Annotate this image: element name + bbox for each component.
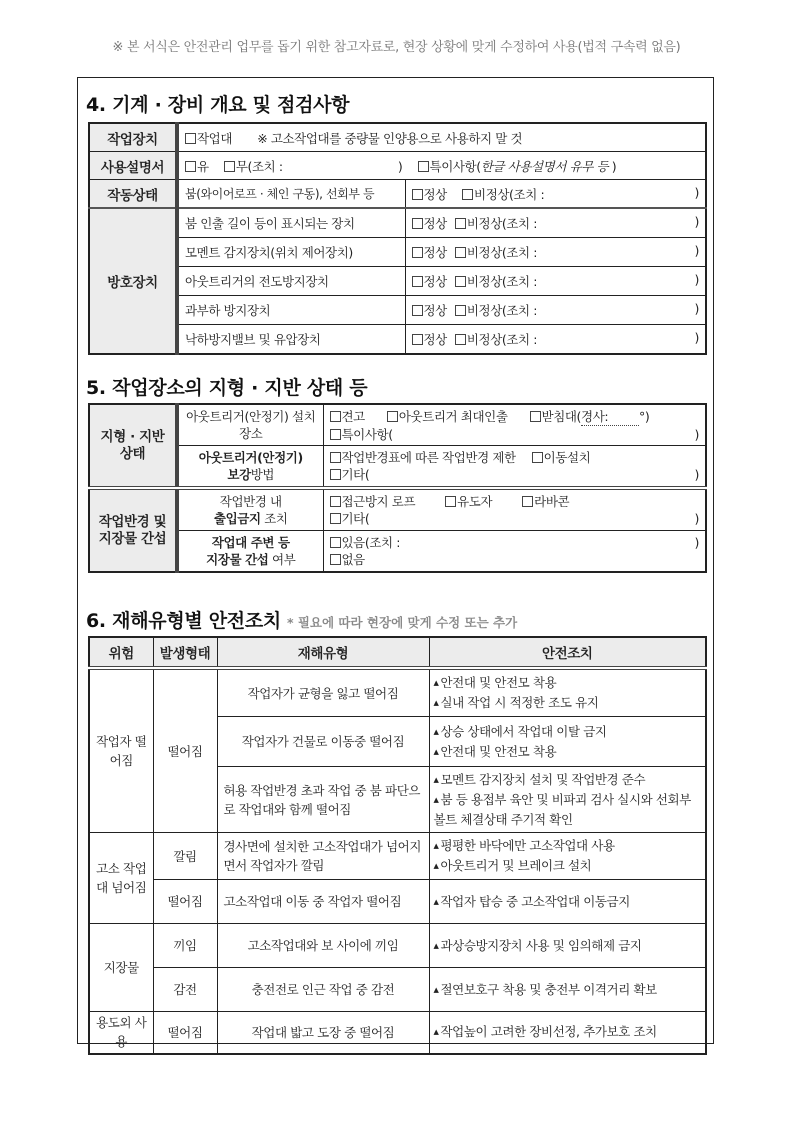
checkbox-normal[interactable] [412, 305, 423, 316]
checkbox-normal[interactable] [412, 334, 423, 345]
max-extend-label: 아웃트리거 최대인출 [398, 408, 508, 424]
checkbox-normal[interactable] [412, 276, 423, 287]
paren-close: ) [694, 511, 699, 526]
abnormal-label: 비정상(조치 : [466, 274, 538, 289]
disclaimer-text: ※ 본 서식은 안전관리 업무를 돕기 위한 참고자료로, 현장 상황에 맞게 수정하여 사용(법적 구속력 없음) [112, 40, 681, 55]
radius-limit-label: 작업반경표에 따른 작업반경 제한 [341, 450, 516, 465]
section6-title [86, 606, 517, 633]
form-cell: 깔림 [153, 833, 217, 880]
action-cell [429, 767, 706, 833]
form-cell: 떨어짐 [153, 668, 217, 833]
form-cell: 감전 [153, 968, 217, 1012]
action-item [434, 673, 702, 693]
action-text: 실내 작업 시 적정한 조도 유지 [440, 695, 599, 710]
support-label: 받침대( [541, 408, 582, 424]
checkbox-manual-yes[interactable] [185, 161, 196, 172]
checkbox-work-platform[interactable] [185, 133, 196, 144]
reinforce-label: 아웃트리거(안정기) [198, 450, 303, 465]
checkbox-abnormal[interactable] [455, 334, 466, 345]
abnormal-label: 비정상(조치 : [466, 216, 538, 231]
protection-item: 아웃트리거의 전도방지장치 [177, 267, 405, 296]
checkbox-normal[interactable] [412, 218, 423, 229]
action-text: 작업높이 고려한 장비선정, 추가보호 조치 [440, 1024, 657, 1040]
checkbox-abnormal[interactable] [455, 276, 466, 287]
triangle-bullet-icon: ▲ [433, 941, 439, 950]
terrain-label: 지형 · 지반 상태 [89, 404, 177, 488]
work-platform-option: 작업대 [197, 130, 233, 146]
action-cell [429, 833, 706, 880]
paren-close: ) [694, 272, 699, 287]
action-item [434, 742, 702, 762]
action-text: 평평한 바닥에만 고소작업대 사용 [440, 838, 615, 853]
normal-label: 정상 [423, 332, 447, 347]
action-text: 모멘트 감지장치 설치 및 작업반경 준수 [440, 772, 646, 787]
checkbox-rope[interactable] [330, 496, 341, 507]
checkbox-normal[interactable] [412, 247, 423, 258]
action-text: 붐 등 용접부 육안 및 비파괴 검사 실시와 선회부 볼트 체결상태 주기적 확인 [433, 792, 691, 827]
normal-label: 정상 [423, 245, 447, 260]
checkbox-support[interactable] [530, 411, 541, 422]
reinforce-label-3: 방법 [250, 467, 275, 482]
entry-ban-label: 작업반경 내 [219, 494, 282, 509]
triangle-bullet-icon: ▲ [433, 1028, 439, 1037]
type-cell: 고소작업대 이동 중 작업자 떨어짐 [217, 880, 429, 924]
type-cell: 작업자가 균형을 잃고 떨어짐 [217, 668, 429, 717]
header-type: 재해유형 [217, 637, 429, 668]
protection-item: 과부하 방지장치 [177, 296, 405, 325]
manual-special-label: 특이사항( [429, 158, 481, 174]
type-cell: 작업자가 건물로 이동중 떨어짐 [217, 717, 429, 767]
install-place-label: 아웃트리거(안정기) 설치장소 [177, 404, 323, 446]
action-cell [429, 717, 706, 767]
checkbox-cone[interactable] [522, 496, 533, 507]
cone-label: 라바콘 [534, 494, 570, 509]
interference-label: 작업반경 및 지장물 간섭 [89, 488, 177, 572]
slope-hint: 경사: [581, 408, 609, 424]
terrain-table [88, 403, 707, 573]
paren-close: ) [694, 467, 699, 482]
triangle-bullet-icon: ▲ [433, 679, 439, 687]
action-text: 과상승방지장치 사용 및 임의해제 금지 [440, 937, 642, 953]
form-cell: 끼임 [153, 924, 217, 968]
section5-title: 5. 작업장소의 지형 · 지반 상태 등 [86, 377, 368, 399]
form-cell: 떨어짐 [153, 880, 217, 924]
risk-cell: 고소 작업대 넘어짐 [89, 833, 153, 924]
reinforce-label-2: 보강 [227, 467, 251, 482]
checkbox-relocate[interactable] [532, 452, 543, 463]
action-item [434, 980, 702, 1000]
hazard-table [88, 636, 707, 1055]
paren-close: ) [694, 214, 699, 229]
normal-label: 정상 [423, 186, 447, 202]
protection-label: 방호장치 [89, 208, 177, 354]
triangle-bullet-icon: ▲ [433, 897, 439, 906]
other-label: 기타( [341, 511, 370, 526]
type-cell: 작업대 밟고 도장 중 떨어짐 [217, 1012, 429, 1054]
checkbox-other[interactable] [330, 513, 341, 524]
obstacle-no-label: 없음 [341, 552, 365, 567]
operation-item: 붐(와이어로프 · 체인 구동), 선회부 등 [177, 180, 405, 209]
section6-title-text: 6. 재해유형별 안전조치 [86, 610, 281, 632]
equipment-table [88, 122, 707, 355]
section4-title: 4. 기계 · 장비 개요 및 점검사항 [86, 94, 350, 116]
action-text: 작업자 탑승 중 고소작업대 이동금지 [440, 893, 630, 909]
normal-label: 정상 [423, 216, 447, 231]
abnormal-label: 비정상(조치 : [466, 332, 538, 347]
triangle-bullet-icon: ▲ [433, 862, 439, 870]
type-cell: 충전전로 인근 작업 중 감전 [217, 968, 429, 1012]
action-cell [429, 968, 706, 1012]
paren-close: ) [694, 301, 699, 316]
action-item [434, 1022, 702, 1042]
rope-label: 접근방지 로프 [341, 494, 416, 509]
action-text: 안전대 및 안전모 착용 [440, 675, 557, 690]
obstacle-label-2: 지장물 간섭 [206, 552, 269, 567]
action-item [434, 856, 702, 876]
checkbox-abnormal[interactable] [455, 218, 466, 229]
solid-label: 견고 [341, 408, 365, 424]
checkbox-obstacle-no[interactable] [330, 554, 341, 565]
entry-ban-label-2: 출입금지 [213, 511, 261, 526]
checkbox-abnormal[interactable] [455, 247, 466, 258]
action-item [434, 936, 702, 956]
abnormal-label: 비정상(조치 : [466, 303, 538, 318]
action-item [434, 722, 702, 742]
header-risk: 위험 [89, 637, 153, 668]
header-action: 안전조치 [429, 637, 706, 668]
risk-cell: 작업자 떨어짐 [89, 668, 153, 833]
action-cell [429, 1012, 706, 1054]
degree-close: °) [639, 408, 650, 424]
operation-label: 작동상태 [89, 180, 177, 209]
manual-label: 사용설명서 [89, 152, 177, 180]
paren-close: ) [694, 535, 699, 550]
protection-item: 낙하방지밸브 및 유압장치 [177, 325, 405, 355]
checkbox-special[interactable] [330, 429, 341, 440]
work-device-label: 작업장치 [89, 123, 177, 152]
guide-label: 유도자 [457, 494, 493, 509]
triangle-bullet-icon: ▲ [433, 776, 439, 784]
triangle-bullet-icon: ▲ [433, 727, 439, 736]
abnormal-label: 비정상(조치 : [466, 245, 538, 260]
action-item [434, 790, 702, 829]
action-item [434, 693, 702, 713]
action-item [434, 836, 702, 856]
risk-cell: 지장물 [89, 924, 153, 1012]
work-device-note: ※ 고소작업대를 중량물 인양용으로 사용하지 말 것 [257, 130, 523, 146]
action-cell [429, 924, 706, 968]
form-cell: 떨어짐 [153, 1012, 217, 1054]
action-text: 안전대 및 안전모 착용 [440, 743, 557, 759]
checkbox-other[interactable] [330, 469, 341, 480]
manual-yes-label: 유 [197, 158, 209, 174]
obstacle-label-3: 여부 [272, 552, 296, 567]
obstacle-label: 작업대 주변 등 [211, 535, 290, 550]
paren-close: ) [694, 243, 699, 258]
action-cell [429, 668, 706, 717]
other-label: 기타( [341, 467, 370, 482]
relocate-label: 이동설치 [543, 450, 591, 465]
checkbox-manual-special[interactable] [418, 161, 429, 172]
triangle-bullet-icon: ▲ [433, 985, 439, 994]
manual-special-hint: 한글 사용설명서 유무 등 [480, 158, 609, 174]
checkbox-max-extend[interactable] [387, 411, 398, 422]
paren-close: ) [694, 426, 699, 442]
obstacle-yes-label: 있음(조치 : [341, 535, 401, 550]
type-cell: 경사면에 설치한 고소작업대가 넘어지면서 작업자가 깔림 [217, 833, 429, 880]
triangle-bullet-icon: ▲ [433, 796, 439, 804]
abnormal-label: 비정상(조치 : [474, 186, 545, 202]
type-cell: 고소작업대와 보 사이에 끼임 [217, 924, 429, 968]
action-item [434, 892, 702, 912]
normal-label: 정상 [423, 274, 447, 289]
paren-close: ) [694, 330, 699, 345]
entry-ban-label-3: 조치 [264, 511, 288, 526]
risk-cell: 용도외 사용 [89, 1012, 153, 1054]
checkbox-radius-limit[interactable] [330, 452, 341, 463]
paren-close: ) [611, 158, 617, 174]
checkbox-abnormal[interactable] [462, 189, 473, 200]
protection-item: 붐 인출 길이 등이 표시되는 장치 [177, 208, 405, 238]
action-text: 아웃트리거 및 브레이크 설치 [440, 858, 592, 873]
checkbox-normal[interactable] [412, 189, 423, 200]
slope-field[interactable] [581, 408, 639, 426]
normal-label: 정상 [423, 303, 447, 318]
protection-item: 모멘트 감지장치(위치 제어장치) [177, 238, 405, 267]
paren-close: ) [397, 158, 403, 174]
section6-note: * 필요에 따라 현장에 맞게 수정 또는 추가 [286, 615, 518, 630]
triangle-bullet-icon: ▲ [433, 747, 439, 756]
header-form: 발생형태 [153, 637, 217, 668]
special-label: 특이사항( [341, 426, 393, 442]
checkbox-solid[interactable] [330, 411, 341, 422]
type-cell: 허용 작업반경 초과 작업 중 붐 파단으로 작업대와 함께 떨어짐 [217, 767, 429, 833]
action-cell [429, 880, 706, 924]
checkbox-guide[interactable] [445, 496, 456, 507]
checkbox-obstacle-yes[interactable] [330, 537, 341, 548]
action-text: 절연보호구 착용 및 충전부 이격거리 확보 [440, 981, 657, 997]
checkbox-abnormal[interactable] [455, 305, 466, 316]
checkbox-manual-no[interactable] [224, 161, 235, 172]
triangle-bullet-icon: ▲ [433, 699, 439, 707]
action-item [434, 770, 702, 790]
triangle-bullet-icon: ▲ [433, 842, 439, 850]
action-text: 상승 상태에서 작업대 이탈 금지 [440, 723, 607, 739]
manual-no-label: 무(조치 : [235, 158, 283, 174]
paren-close: ) [694, 184, 699, 200]
